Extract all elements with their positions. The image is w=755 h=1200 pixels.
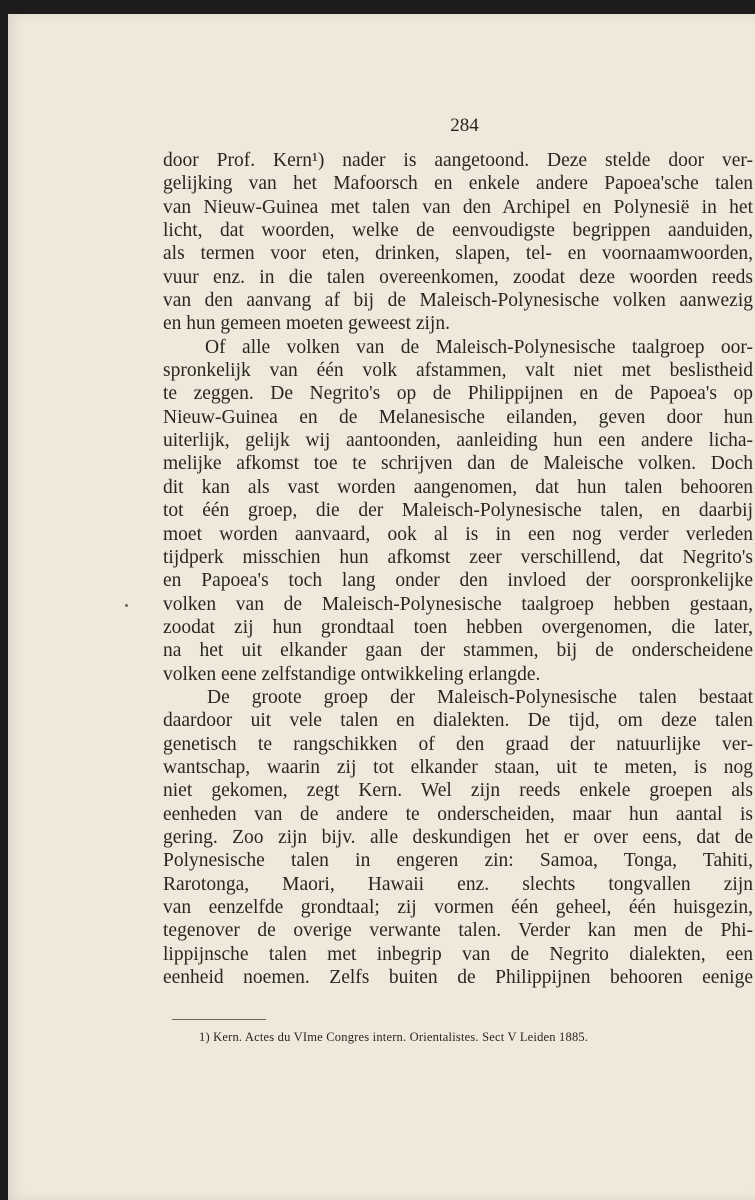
text-line: wantschap, waarin zij tot elkander staan, uit te meten, is nog xyxy=(163,756,753,778)
text-line: eenheid noemen. Zelfs buiten de Philippijnen behooren eenige xyxy=(163,967,753,989)
text-line: melijke afkomst toe te schrijven dan de Maleische volken. Doch xyxy=(163,453,753,475)
text-line: moet worden aanvaard, ook al is in een nog verder verleden xyxy=(163,523,753,545)
footnote-rule xyxy=(172,1019,266,1020)
text-line: Polynesische talen in engeren zin: Samoa, Tonga, Tahiti, xyxy=(163,850,753,872)
text-line: uiterlijk, gelijk wij aantoonden, aanleiding hun een andere licha- xyxy=(163,430,753,452)
margin-mark xyxy=(125,604,128,607)
text-line: licht, dat woorden, welke de eenvoudigste begrippen aanduiden, xyxy=(163,220,753,242)
text-line: niet gekomen, zegt Kern. Wel zijn reeds enkele groepen als xyxy=(163,780,753,802)
text-line: en hun gemeen moeten geweest zijn. xyxy=(163,313,450,335)
text-line: van Nieuw-Guinea met talen van den Archipel en Polynesië in het xyxy=(163,196,753,218)
text-line: als termen voor eten, drinken, slapen, tel- en voornaamwoorden, xyxy=(163,243,753,265)
text-line: lippijnsche talen met inbegrip van de Negrito dialekten, een xyxy=(163,943,753,965)
text-line: vuur enz. in die talen overeenkomen, zoodat deze woorden reeds xyxy=(163,266,753,288)
text-line: tegenover de overige verwante talen. Verder kan men de Phi- xyxy=(163,920,753,942)
text-line: De groote groep der Maleisch-Polynesische talen bestaat xyxy=(207,686,753,708)
text-line: door Prof. Kern¹) nader is aangetoond. Deze stelde door ver- xyxy=(163,150,753,171)
text-line: dit kan als vast worden aangenomen, dat hun talen behooren xyxy=(163,476,753,498)
text-line: Rarotonga, Maori, Hawaii enz. slechts tongvallen zijn xyxy=(163,873,753,895)
text-line: na het uit elkander gaan der stammen, bij de onderscheidene xyxy=(163,640,753,662)
text-line: gelijking van het Mafoorsch en enkele andere Papoea'sche talen xyxy=(163,173,753,195)
text-line: gering. Zoo zijn bijv. alle deskundigen het er over eens, dat de xyxy=(163,826,753,848)
text-line: tot één groep, die der Maleisch-Polynesische talen, en daarbij xyxy=(163,500,753,522)
text-line: Of alle volken van de Maleisch-Polynesische taalgroep oor- xyxy=(205,336,753,358)
footnote: 1) Kern. Actes du VIme Congres intern. Orientalistes. Sect V Leiden 1885. xyxy=(199,1030,589,1044)
text-line: eenheden van de andere te onderscheiden, maar hun aantal is xyxy=(163,803,753,825)
text-line: van eenzelfde grondtaal; zij vormen één geheel, één huisgezin, xyxy=(163,897,753,918)
text-line: te zeggen. De Negrito's op de Philippijnen en de Papoea's op xyxy=(163,383,753,405)
text-line: spronkelijk van één volk afstammen, valt niet met beslistheid xyxy=(163,360,753,382)
text-line: Nieuw-Guinea en de Melanesische eilanden, geven door hun xyxy=(163,406,753,428)
body-text xyxy=(163,149,753,989)
text-line: genetisch te rangschikken of den graad der natuurlijke ver- xyxy=(163,733,753,755)
text-line: volken van de Maleisch-Polynesische taalgroep hebben gestaan, xyxy=(163,593,753,615)
page-number: 284 xyxy=(450,115,479,136)
text-line: volken eene zelfstandige ontwikkeling erlangde. xyxy=(163,663,541,685)
text-line: daardoor uit vele talen en dialekten. De tijd, om deze talen xyxy=(163,710,753,732)
text-line: zoodat zij hun grondtaal toen hebben overgenomen, die later, xyxy=(163,616,753,638)
text-line: en Papoea's toch lang onder den invloed der oorspronkelijke xyxy=(163,570,753,592)
text-line: van den aanvang af bij de Maleisch-Polynesische volken aanwezig xyxy=(163,290,753,312)
book-page xyxy=(8,14,755,1200)
text-line: tijdperk misschien hun afkomst zeer verschillend, dat Negrito's xyxy=(163,546,753,568)
